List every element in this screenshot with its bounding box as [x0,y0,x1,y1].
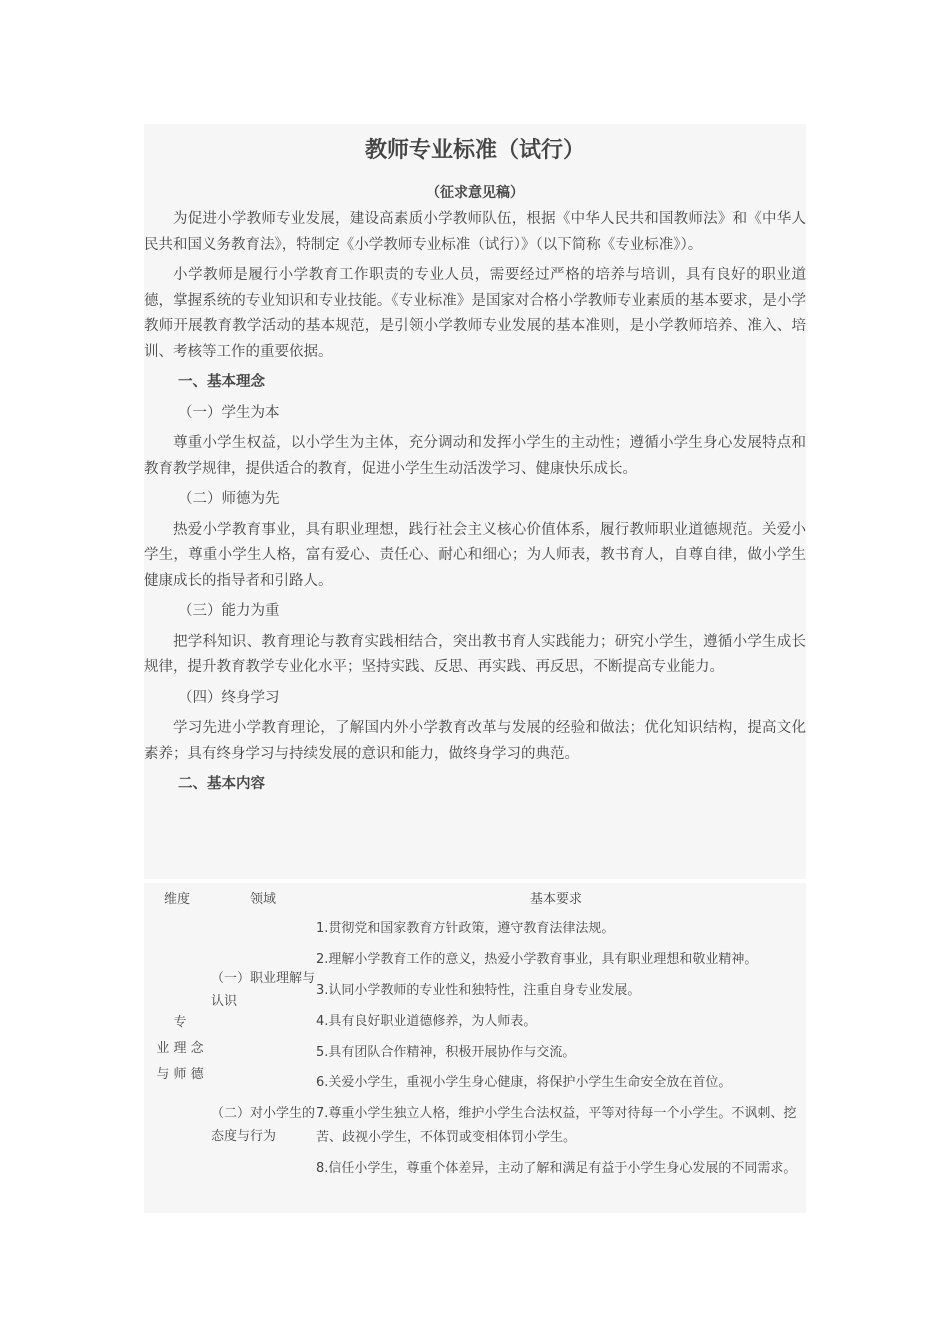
intro-paragraph-2: 小学教师是履行小学教育工作职责的专业人员，需要经过严格的培养与培训，具有良好的职业道德，掌握系统的专业知识和专业技能。《专业标准》是国家对合格小学教师专业素质的基本要求，是小学教师开展教育教学活动的基本规范，是引领小学教师专业发展的基本准则，是小学教师培养、准入、培训、考核等工作的重要依据。 [144,267,806,360]
table-header-requirements: 基本要求 [530,892,583,907]
requirement-item: 1.贯彻党和国家教育方针政策，遵守教育法律法规。 [316,921,615,936]
dimension-cell [150,1010,210,1088]
document-subtitle: （征求意见稿） [426,185,524,201]
document-body [144,124,806,879]
standards-table [144,883,806,1213]
subsection-ability-focus: （三）能力为重 [178,603,280,619]
dimension-line-2: 业 理 念 [156,1041,204,1056]
section-heading-basic-concepts: 一、基本理念 [178,374,265,390]
requirement-item: 3.认同小学教师的专业性和独特性，注重自身专业发展。 [316,983,641,998]
intro-paragraph-1: 为促进小学教师专业发展，建设高素质小学教师队伍，根据《中华人民共和国教师法》和《中华人民共和国义务教育法》，特制定《小学教师专业标准（试行）》（以下简称《专业标准》）。 [144,211,806,253]
area-cell-attitude-to-students: （二）对小学生的态度与行为 [211,1106,316,1144]
dimension-line-1: 专 [173,1015,187,1030]
document-title: 教师专业标准（试行） [364,138,585,163]
area-cell-professional-understanding: （一）职业理解与认识 [211,971,316,1009]
table-header-dimension: 维度 [164,892,191,907]
subsection-ethics-first: （二）师德为先 [178,491,280,507]
subsection-lifelong-learning: （四）终身学习 [178,689,280,706]
paragraph-ability-focus: 把学科知识、教育理论与教育实践相结合，突出教书育人实践能力；研究小学生，遵循小学生成长规律，提升教育教学专业化水平；坚持实践、反思、再实践、再反思，不断提高专业能力。 [144,633,806,675]
subsection-student-centered: （一）学生为本 [178,404,280,421]
paragraph-student-centered: 尊重小学生权益，以小学生为主体，充分调动和发挥小学生的主动性；遵循小学生身心发展特点和教育教学规律，提供适合的教育，促进小学生生动活泼学习、健康快乐成长。 [144,435,806,477]
requirement-item: 6.关爱小学生，重视小学生身心健康，将保护小学生生命安全放在首位。 [316,1075,732,1090]
paragraph-ethics-first: 热爱小学教育事业，具有职业理想，践行社会主义核心价值体系，履行教师职业道德规范。关爱小学生，尊重小学生人格，富有爱心、责任心、耐心和细心；为人师表，教书育人，自尊自律，做小学生健康成长的指导者和引路人。 [144,521,806,589]
section-heading-basic-content: 二、基本内容 [178,776,265,792]
requirement-item: 2.理解小学教育工作的意义，热爱小学教育事业，具有职业理想和敬业精神。 [316,952,758,967]
requirement-item: 7.尊重小学生独立人格，维护小学生合法权益，平等对待每一个小学生。不讽刺、挖苦、歧视小学生，不体罚或变相体罚小学生。 [316,1106,797,1145]
dimension-line-3: 与 师 德 [156,1067,204,1082]
requirement-item: 4.具有良好职业道德修养，为人师表。 [316,1014,537,1029]
paragraph-lifelong-learning: 学习先进小学教育理论，了解国内外小学教育改革与发展的经验和做法；优化知识结构，提高文化素养；具有终身学习与持续发展的意识和能力，做终身学习的典范。 [144,720,806,762]
requirement-item: 8.信任小学生，尊重个体差异，主动了解和满足有益于小学生身心发展的不同需求。 [316,1161,797,1176]
requirement-item: 5.具有团队合作精神，积极开展协作与交流。 [316,1045,576,1060]
table-header-area: 领域 [250,892,277,907]
